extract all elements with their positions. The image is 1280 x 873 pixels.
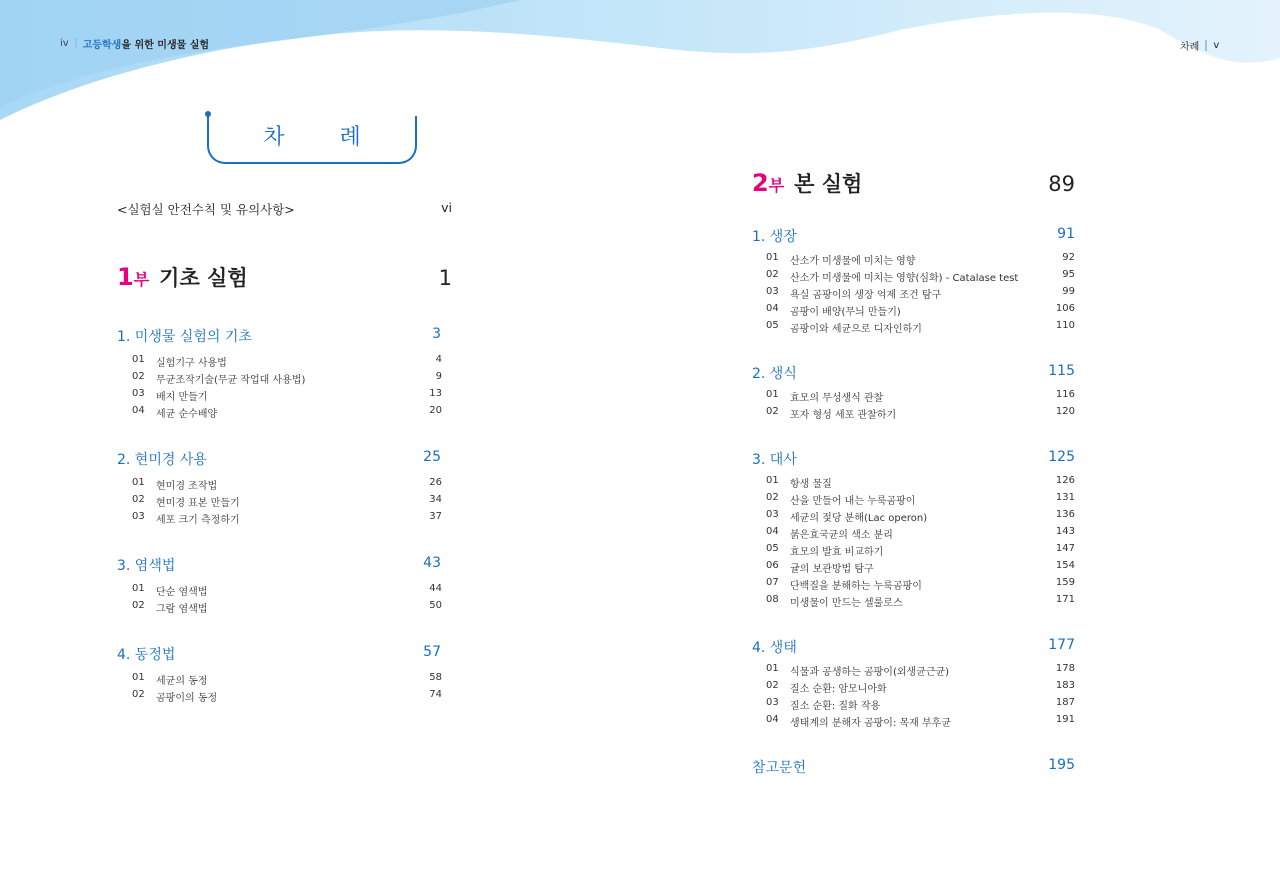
item-page: 131 [1055, 492, 1075, 503]
item-title: 현미경 표본 만들기 [156, 498, 240, 509]
section-title-label: 3. 염색법 [117, 558, 176, 574]
item-page: 136 [1055, 509, 1075, 520]
item-number: 02 [132, 689, 145, 700]
item-page: 92 [1062, 252, 1075, 263]
item-number: 01 [766, 475, 779, 486]
section-title[interactable] [752, 637, 1075, 657]
toc-item[interactable] [766, 303, 1075, 318]
toc-item[interactable] [766, 492, 1075, 507]
item-page: 20 [429, 405, 442, 416]
item-number: 08 [766, 594, 779, 605]
section-page: 25 [423, 449, 441, 465]
item-title: 효모의 무성생식 관찰 [790, 393, 884, 404]
item-number: 02 [132, 600, 145, 611]
toc-item[interactable] [766, 680, 1075, 695]
section-title-label: 1. 생장 [752, 229, 797, 245]
item-number: 01 [766, 252, 779, 263]
item-title: 곰팡이와 세균으로 디자인하기 [790, 324, 922, 335]
item-title: 미생물이 만드는 셀룰로스 [790, 598, 903, 609]
item-page: 147 [1055, 543, 1075, 554]
section-title[interactable] [117, 449, 441, 469]
toc-item[interactable] [766, 406, 1075, 421]
item-page: 99 [1062, 286, 1075, 297]
part-number: 1 [117, 263, 134, 291]
running-header-left [60, 36, 209, 51]
item-title: 귤의 보관방법 탐구 [790, 564, 874, 575]
item-title: 세포 크기 측정하기 [156, 515, 240, 526]
item-number: 03 [132, 511, 145, 522]
toc-item[interactable] [132, 477, 442, 492]
toc-item[interactable] [132, 354, 442, 369]
section-title-label: 참고문헌 [752, 760, 807, 776]
item-page: 13 [429, 388, 442, 399]
running-header-right [1180, 38, 1219, 53]
section-page: 43 [423, 555, 441, 571]
item-title: 세균의 젖당 분해(Lac operon) [790, 513, 928, 524]
item-title: 산을 만들어 내는 누룩곰팡이 [790, 496, 916, 507]
section-title-label: 4. 동정법 [117, 647, 176, 663]
left-page-number: iv [60, 38, 69, 49]
item-title: 그람 염색법 [156, 604, 208, 615]
section-title[interactable] [752, 757, 1075, 777]
part-name: 기초 실험 [159, 266, 248, 290]
item-title: 포자 형성 세포 관찰하기 [790, 410, 897, 421]
item-number: 04 [766, 714, 779, 725]
section-title[interactable] [117, 326, 441, 346]
item-number: 01 [132, 672, 145, 683]
item-page: 106 [1055, 303, 1075, 314]
item-number: 03 [766, 697, 779, 708]
item-number: 02 [766, 680, 779, 691]
item-page: 95 [1062, 269, 1075, 280]
item-page: 58 [429, 672, 442, 683]
toc-item[interactable] [766, 389, 1075, 404]
item-number: 01 [132, 354, 145, 365]
item-page: 110 [1055, 320, 1075, 331]
toc-item[interactable] [132, 388, 442, 403]
item-number: 01 [132, 477, 145, 488]
section-page: 3 [432, 326, 441, 342]
toc-item[interactable] [766, 543, 1075, 558]
toc-item[interactable] [132, 689, 442, 704]
item-number: 01 [766, 389, 779, 400]
item-title: 단순 염색법 [156, 587, 208, 598]
section-page: 91 [1057, 226, 1075, 242]
item-number: 04 [766, 526, 779, 537]
section-title[interactable] [117, 644, 441, 664]
section-page: 195 [1048, 757, 1075, 773]
item-number: 01 [132, 583, 145, 594]
item-number: 05 [766, 320, 779, 331]
item-title: 현미경 조작법 [156, 481, 218, 492]
header-divider [75, 38, 77, 49]
section-page: 125 [1048, 449, 1075, 465]
part-suffix: 부 [768, 176, 785, 195]
section-title[interactable] [117, 555, 441, 575]
item-page: 183 [1055, 680, 1075, 691]
section-title-label: 3. 대사 [752, 452, 797, 468]
item-page: 4 [435, 354, 442, 365]
safety-rules-entry[interactable] [117, 200, 452, 218]
section-title-label: 1. 미생물 실험의 기초 [117, 329, 252, 345]
toc-item[interactable] [132, 672, 442, 687]
item-page: 154 [1055, 560, 1075, 571]
item-page: 50 [429, 600, 442, 611]
header-section-label: 차례 [1180, 42, 1200, 53]
item-number: 02 [766, 269, 779, 280]
item-title: 산소가 미생물에 미치는 영향(심화) - Catalase test [790, 273, 1019, 284]
header-divider [1205, 40, 1207, 51]
part-heading-group [752, 168, 862, 198]
header-wave-decoration [0, 0, 1280, 140]
toc-item[interactable] [766, 269, 1075, 284]
item-page: 44 [429, 583, 442, 594]
item-number: 05 [766, 543, 779, 554]
item-number: 02 [766, 406, 779, 417]
part-page: 89 [1048, 172, 1075, 196]
toc-item[interactable] [132, 405, 442, 420]
item-title: 단백질을 분해하는 누룩곰팡이 [790, 581, 922, 592]
section-title[interactable] [752, 363, 1075, 383]
item-title: 산소가 미생물에 미치는 영향 [790, 256, 916, 267]
toc-item[interactable] [766, 560, 1075, 575]
toc-item[interactable] [766, 577, 1075, 592]
toc-item[interactable] [132, 494, 442, 509]
safety-rules-label: <실험실 안전수칙 및 유의사항> [117, 202, 295, 217]
section-title-label: 4. 생태 [752, 640, 797, 656]
item-title: 항생 물질 [790, 479, 832, 490]
item-title: 곰팡이의 동정 [156, 693, 218, 704]
toc-title-frame [207, 116, 417, 164]
item-title: 효모의 발효 비교하기 [790, 547, 884, 558]
toc-item[interactable] [766, 320, 1075, 335]
item-number: 03 [766, 286, 779, 297]
item-page: 143 [1055, 526, 1075, 537]
toc-item[interactable] [132, 583, 442, 598]
item-title: 세균 순수배양 [156, 409, 218, 420]
item-page: 178 [1055, 663, 1075, 674]
item-page: 37 [429, 511, 442, 522]
toc-item[interactable] [766, 252, 1075, 267]
part-heading-group [117, 262, 248, 292]
section-page: 57 [423, 644, 441, 660]
toc-item[interactable] [766, 509, 1075, 524]
item-number: 07 [766, 577, 779, 588]
part-heading[interactable] [752, 168, 1075, 198]
item-page: 126 [1055, 475, 1075, 486]
item-page: 26 [429, 477, 442, 488]
item-page: 74 [429, 689, 442, 700]
item-title: 곰팡이 배양(무늬 만들기) [790, 307, 901, 318]
toc-item[interactable] [132, 600, 442, 615]
item-page: 34 [429, 494, 442, 505]
item-title: 실험기구 사용법 [156, 358, 227, 369]
item-page: 191 [1055, 714, 1075, 725]
toc-title: 차 례 [263, 125, 385, 150]
item-page: 171 [1055, 594, 1075, 605]
item-page: 116 [1055, 389, 1075, 400]
item-title: 질소 순환: 암모니아화 [790, 684, 887, 695]
part-number: 2 [752, 169, 769, 197]
part-page: 1 [438, 266, 452, 290]
item-page: 120 [1055, 406, 1075, 417]
toc-item[interactable] [766, 663, 1075, 678]
section-title-label: 2. 생식 [752, 366, 797, 382]
title-frame-dot [205, 111, 211, 117]
item-number: 04 [766, 303, 779, 314]
item-title: 욕실 곰팡이의 생장 억제 조건 탐구 [790, 290, 942, 301]
item-number: 02 [132, 371, 145, 382]
item-number: 03 [132, 388, 145, 399]
toc-item[interactable] [766, 526, 1075, 541]
right-page-number: v [1213, 40, 1220, 51]
item-title: 식물과 공생하는 곰팡이(외생균근균) [790, 667, 950, 678]
section-title[interactable] [752, 449, 1075, 469]
section-page: 177 [1048, 637, 1075, 653]
item-page: 9 [435, 371, 442, 382]
item-number: 02 [766, 492, 779, 503]
item-title: 생태계의 분해자 곰팡이: 목재 부후균 [790, 718, 951, 729]
toc-item[interactable] [766, 594, 1075, 609]
toc-item[interactable] [132, 371, 442, 386]
item-title: 질소 순환: 질화 작용 [790, 701, 881, 712]
item-page: 159 [1055, 577, 1075, 588]
item-page: 187 [1055, 697, 1075, 708]
toc-item[interactable] [766, 697, 1075, 712]
item-number: 06 [766, 560, 779, 571]
item-title: 무균조작기술(무균 작업대 사용법) [156, 375, 306, 386]
item-title: 붉은효국균의 색소 분리 [790, 530, 893, 541]
section-title[interactable] [752, 226, 1075, 246]
item-title: 세균의 동정 [156, 676, 208, 687]
item-number: 01 [766, 663, 779, 674]
book-title-highlight: 고등학생 [82, 40, 122, 51]
part-suffix: 부 [133, 270, 150, 289]
part-heading[interactable] [117, 262, 452, 292]
item-number: 02 [132, 494, 145, 505]
item-number: 04 [132, 405, 145, 416]
section-page: 115 [1048, 363, 1075, 379]
part-name: 본 실험 [794, 172, 863, 196]
toc-item[interactable] [766, 714, 1075, 729]
safety-rules-page: vi [441, 200, 452, 215]
toc-item[interactable] [766, 475, 1075, 490]
item-title: 배지 만들기 [156, 392, 208, 403]
toc-item[interactable] [132, 511, 442, 526]
toc-item[interactable] [766, 286, 1075, 301]
item-number: 03 [766, 509, 779, 520]
section-title-label: 2. 현미경 사용 [117, 452, 207, 468]
book-title-rest: 을 위한 미생물 실험 [121, 40, 210, 51]
